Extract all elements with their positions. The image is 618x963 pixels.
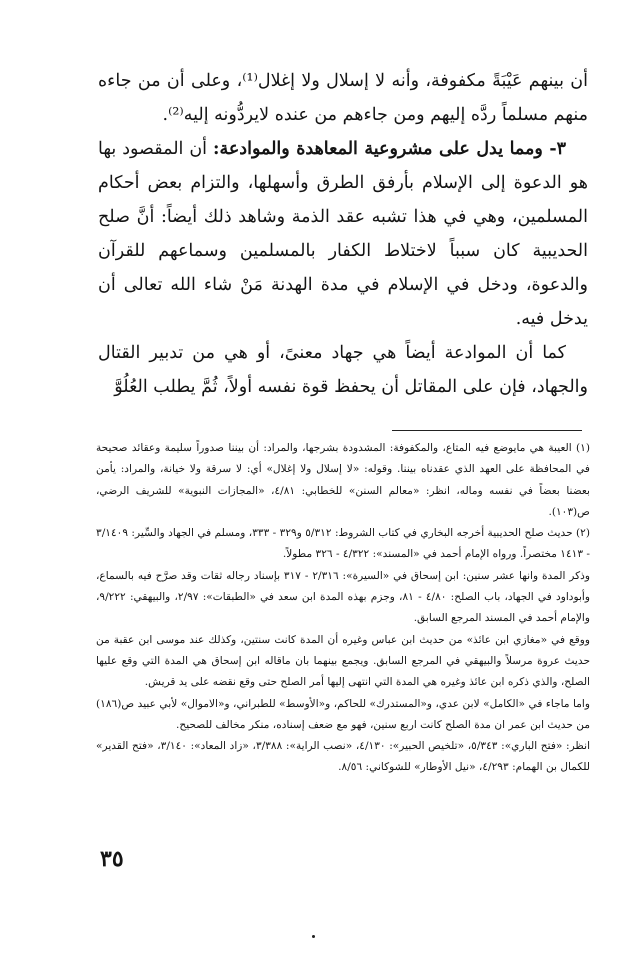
paragraph-1: أن بينهم عَيْبَةً مكفوفة، وأنه لا إسلال ولا إغلال⁽¹⁾، وعلى أن من جاءه منهم مسلماً ردَّه إليهم ومن جاءهم من عنده لايردُّونه إليه⁽²⁾. (98, 71, 588, 125)
footnote-2-continued: وذكر المدة وانها عشر سنين: ابن إسحاق في «السيرة»: ٢/٣١٦ - ٣١٧ بإسناد رجاله ثقات وقد صرَّح فيه بالسماع، وأبوداود في الجهاد، باب الصلح: ٤/٨٠ - ٨١، وجزم بهذه المدة ابن سعد في «الطبقات»: ٢/٩٧، والبيهقي: ٩/٢٢٢، والإمام أحمد في المسند المرجع السابق. (96, 569, 590, 625)
paragraph-2 (98, 132, 588, 336)
paragraph-3: كما أن الموادعة أيضاً هي جهاد معنىً، أو هي من تدبير القتال والجهاد، فإن على المقاتل أن يحفظ قوة نفسه أولاً، ثُمَّ يطلب العُلُوَّ (98, 343, 588, 397)
footnote-2-continued: واما ماجاء في «الكامل» لابن عدي، و«المستدرك» للحاكم، و«الأوسط» للطبراني، و«الاموال» لأبي عبيد ص(١٨٦) من حديث ابن عمر ان مدة الصلح كانت اربع سنين، فهو مع ضعف إسناده، منكر مخالف للصحيح. (96, 697, 590, 731)
main-text (98, 64, 588, 404)
footnote-2: (٢) حديث صلح الحديبية أخرجه البخاري في كتاب الشروط: ٥/٣١٢ و٣٢٩ - ٣٣٣، ومسلم في الجهاد والسِّير: ٣/١٤٠٩ - ١٤١٣ مختصراً. ورواه الإمام أحمد في «المسند»: ٤/٣٢٢ - ٣٢٦ مطولاً. (96, 527, 591, 561)
page-number: ٣٥ (100, 846, 124, 872)
footnote-2-continued: ووقع في «مغازي ابن عائذ» من حديث ابن عباس وغيره أن المدة كانت سنتين، وكذلك عند موسى ابن عقبة من حديث عروة مرسلاً والبيهقي في المرجع السابق. ويجمع بينهما بان ماقاله ابن إسحاق هي المدة التي وقع عليها الصلح، والذي ذكره ابن عائذ وغيره هي المدة التي انتهى إليها أمر الصلح حتى وقع نقضه على يد قريش. (96, 633, 590, 689)
footnotes (96, 438, 590, 779)
footnote-separator (392, 430, 582, 431)
paragraph-2-body: أن المقصود بها هو الدعوة إلى الإسلام بأرفق الطرق وأسهلها، والتزام بعض أحكام المسلمين، وهي في هذا تشبه عقد الذمة وشاهد ذلك أيضاً: أنَّ صلح الحديبية كان سبباً لاختلاط الكفار بالمسلمين وسماعهم للقرآن والدعوة، ودخل في الإسلام في مدة الهدنة مَنْ شاء الله تعالى أن يدخل فيه. (98, 139, 588, 329)
paragraph-2-heading: ٣- ومما يدل على مشروعية المعاهدة والموادعة: (213, 139, 566, 159)
footnote-1: (١) العيبة هي مايوضع فيه المتاع، والمكفوفة: المشدودة بشرجها، والمراد: أن بيننا صدوراً سليمة وعقائد صحيحة في المحافظة على العهد الذي عقدناه بيننا. وقوله: «لا إسلال ولا إغلال» أي: لا سرقة ولا خيانة، والمراد: يأمن بعضنا بعضاً في نفسه وماله، انظر: «معالم السنن» للخطابي: ٤/٨١، «المجازات النبوية» للشريف الرضي، ص(١٠٣). (96, 442, 590, 518)
footnote-2-references: انظر: «فتح الباري»: ٥/٣٤٣، «تلخيص الحبير»: ٤/١٣٠، «نصب الراية»: ٣/٣٨٨، «زاد المعاد»: ٣/١٤٠، «فتح القدير» للكمال بن الهمام: ٤/٢٩٣، «نيل الأوطار» للشوكاني: ٨/٥٦. (96, 740, 591, 774)
scan-speck (312, 935, 315, 938)
